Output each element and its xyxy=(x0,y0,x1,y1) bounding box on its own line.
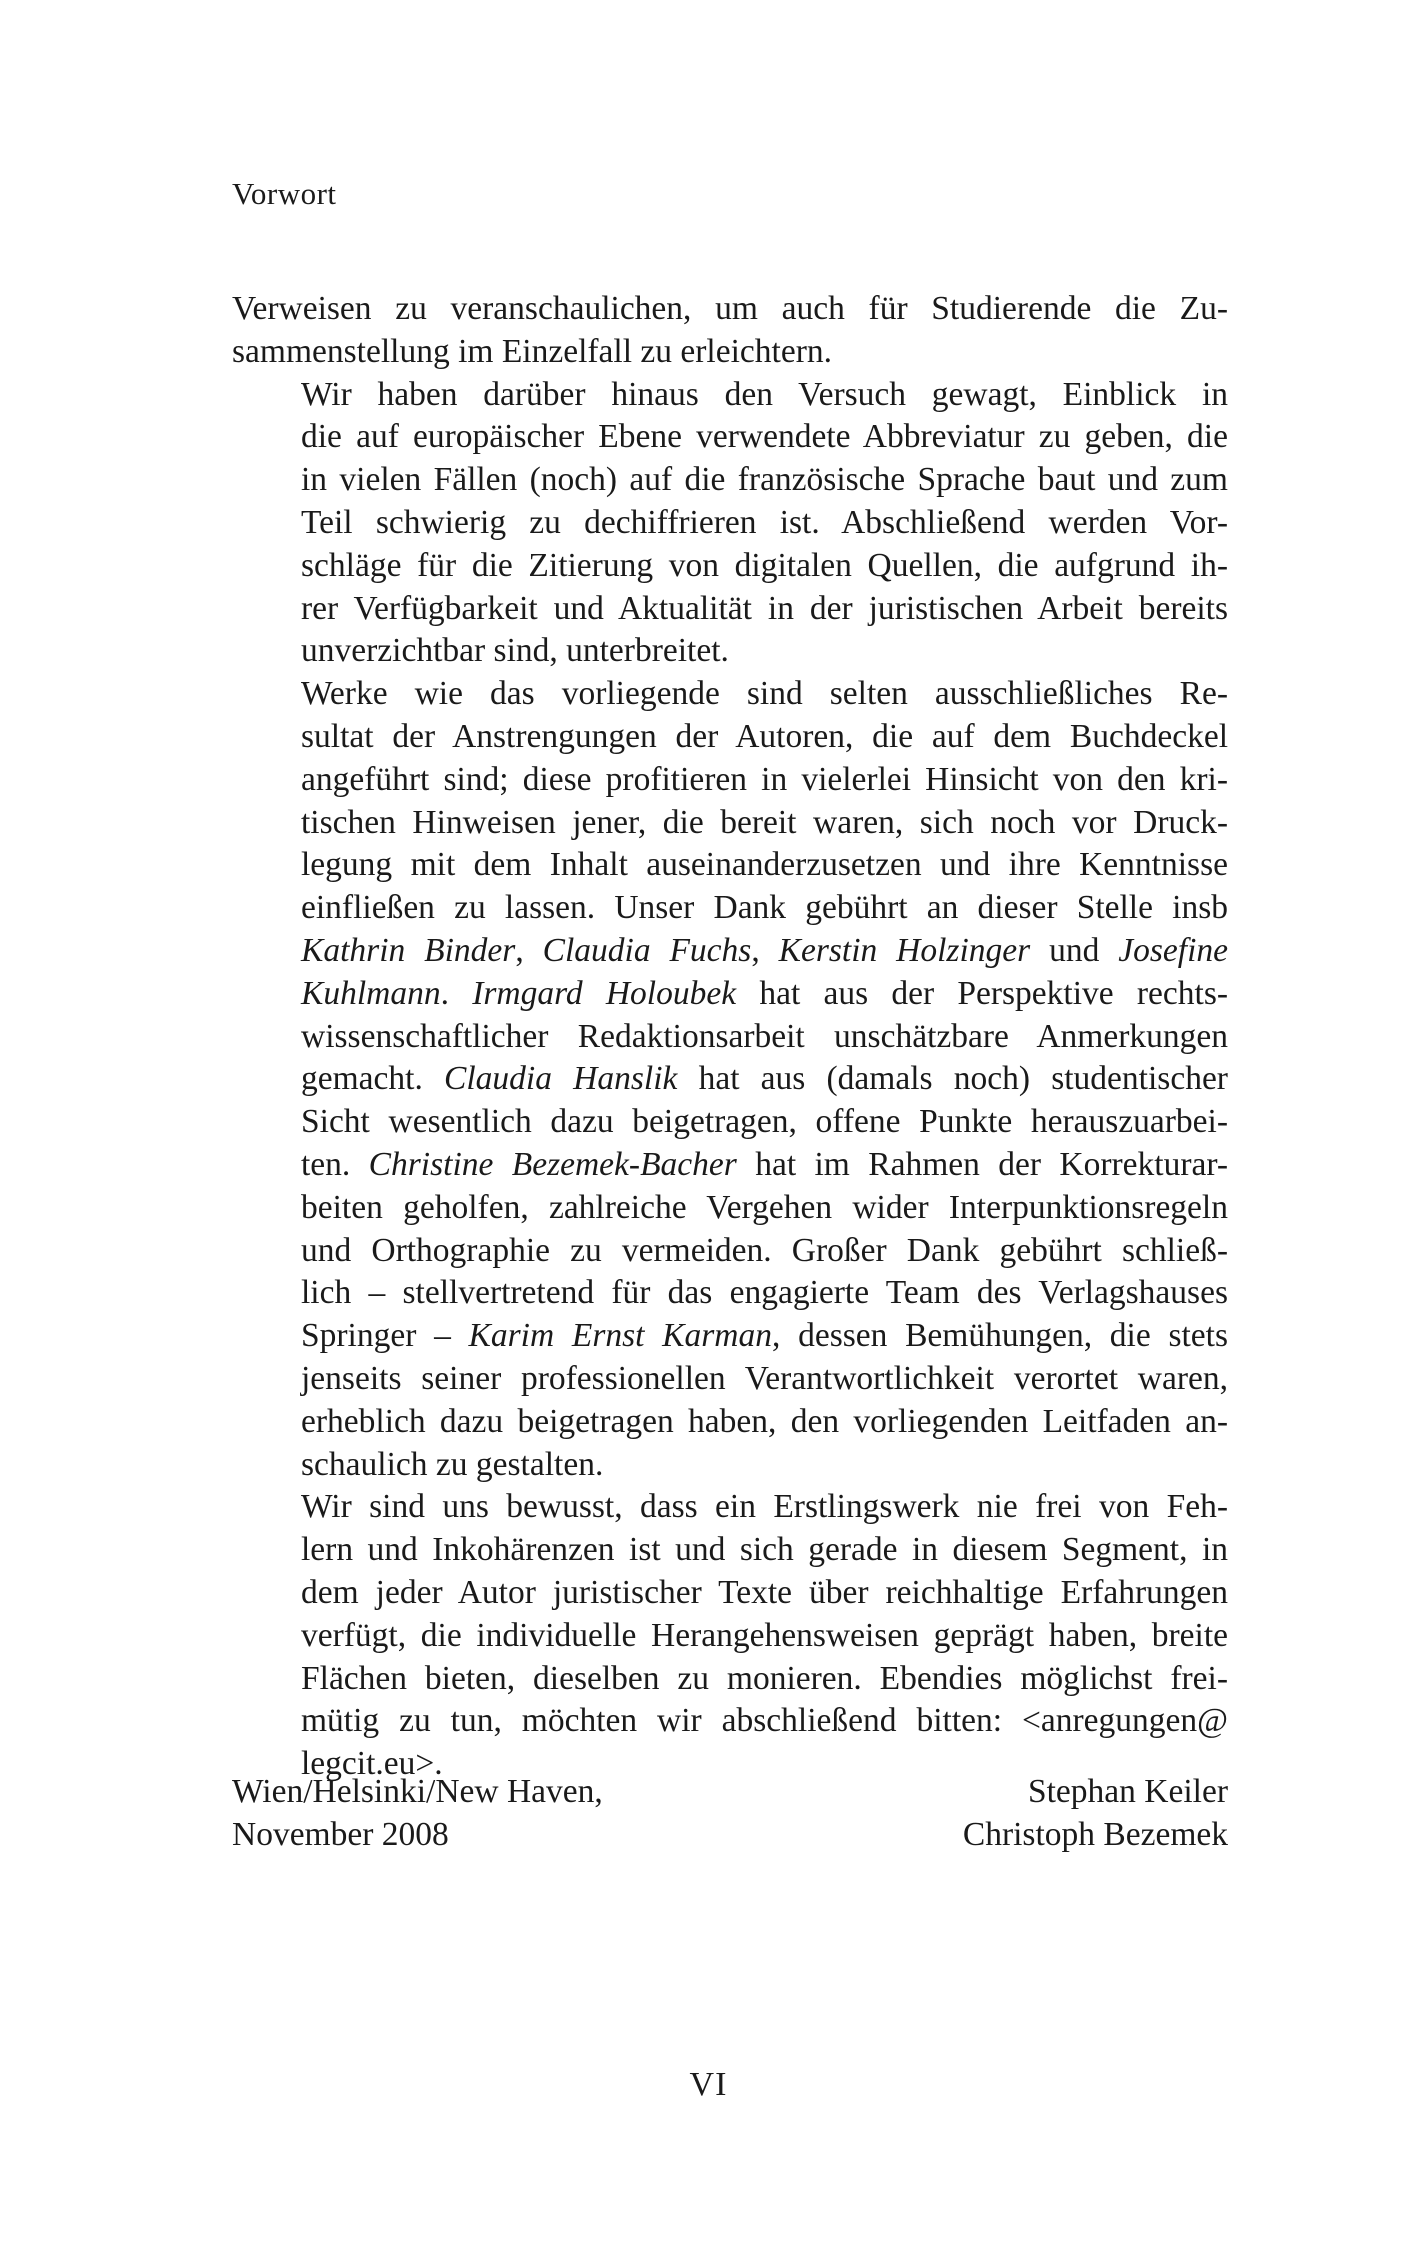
text-line: lern und Inkohärenzen ist und sich gerade in diesem Segment, in xyxy=(301,1531,1228,1569)
running-header: Vorwort xyxy=(232,176,337,211)
text-line: sammenstellung im Einzelfall zu erleichtern. xyxy=(232,332,832,370)
text-line: schaulich zu gestalten. xyxy=(301,1445,604,1483)
text-line: die auf europäischer Ebene verwendete Abbreviatur zu geben, die xyxy=(301,418,1228,456)
text-line: unverzichtbar sind, unterbreitet. xyxy=(301,632,729,670)
text-line: sultat der Anstrengungen der Autoren, die auf dem Buchdeckel xyxy=(301,717,1228,755)
page-number: VI xyxy=(689,2066,728,2103)
paragraph-4 xyxy=(232,1486,1228,1786)
authors xyxy=(963,1770,1228,1856)
person-name: Irmgard Holoubek xyxy=(472,974,737,1012)
text-line: jenseits seiner professionellen Verantwortlichkeit verortet waren, xyxy=(301,1359,1228,1397)
person-name: Christine Bezemek-Bacher xyxy=(368,1145,737,1183)
text-line: verfügt, die individuelle Herangehensweisen geprägt haben, breite xyxy=(301,1616,1228,1654)
paragraph-3 xyxy=(232,673,1228,1486)
person-name: Kuhlmann xyxy=(301,974,441,1012)
text-line: und Orthographie zu vermeiden. Großer Dank gebührt schließ- xyxy=(301,1231,1228,1269)
text-line: einfließen zu lassen. Unser Dank gebührt an dieser Stelle insb xyxy=(301,889,1228,927)
text-line: Sicht wesentlich dazu beigetragen, offene Punkte herauszuarbei- xyxy=(301,1103,1228,1141)
paragraph-2 xyxy=(232,374,1228,674)
text-line: legung mit dem Inhalt auseinanderzusetzen und ihre Kenntnisse xyxy=(301,846,1228,884)
person-name: Claudia Hanslik xyxy=(444,1060,678,1098)
text-line: erheblich dazu beigetragen haben, den vorliegenden Leitfaden an- xyxy=(301,1402,1228,1440)
person-name: Kerstin Holzinger xyxy=(778,931,1031,969)
text-line: schläge für die Zitierung von digitalen Quellen, die aufgrund ih- xyxy=(301,546,1228,584)
text-line: legcit.eu>. xyxy=(301,1745,443,1783)
text-line xyxy=(232,1315,1228,1358)
text-separator: , xyxy=(515,931,543,969)
text-line xyxy=(232,930,1228,973)
person-name: Josefine xyxy=(1118,931,1229,969)
author-name: Christoph Bezemek xyxy=(962,1816,1228,1853)
place-date xyxy=(232,1770,603,1856)
text-fragment: gemacht. xyxy=(301,1060,445,1098)
text-line: Wir haben darüber hinaus den Versuch gewagt, Einblick in xyxy=(301,375,1228,413)
text-fragment: ten. xyxy=(301,1145,369,1183)
text-line: Wir sind uns bewusst, dass ein Erstlingswerk nie frei von Feh- xyxy=(301,1488,1228,1526)
text-line: beiten geholfen, zahlreiche Vergehen wider Interpunktionsregeln xyxy=(301,1188,1228,1226)
person-name: Claudia Fuchs xyxy=(542,931,752,969)
text-line xyxy=(232,1144,1228,1187)
text-line xyxy=(232,973,1228,1016)
text-line: wissenschaftlicher Redaktionsarbeit unschätzbare Anmerkungen xyxy=(301,1017,1228,1055)
author-name: Stephan Keiler xyxy=(1027,1773,1228,1810)
text-line: Verweisen zu veranschaulichen, um auch für Studierende die Zu- xyxy=(232,290,1228,327)
paragraph-1 xyxy=(232,288,1228,374)
text-line: in vielen Fällen (noch) auf die französische Sprache baut und zum xyxy=(301,461,1228,499)
text-line: Flächen bieten, dieselben zu monieren. Ebendies möglichst frei- xyxy=(301,1659,1228,1697)
date: November 2008 xyxy=(232,1816,449,1853)
text-line: Werke wie das vorliegende sind selten ausschließliches Re- xyxy=(301,675,1228,713)
text-separator: und xyxy=(1030,931,1119,969)
text-line: tischen Hinweisen jener, die bereit waren, sich noch vor Druck- xyxy=(301,803,1228,841)
place: Wien/Helsinki/New Haven, xyxy=(232,1773,603,1810)
text-fragment: , dessen Bemühungen, die stets xyxy=(772,1317,1228,1355)
signature-block xyxy=(232,1770,1228,1856)
text-line: angeführt sind; diese profitieren in vielerlei Hinsicht von den kri- xyxy=(301,760,1228,798)
text-fragment: Springer – xyxy=(301,1317,469,1355)
text-line: lich – stellvertretend für das engagierte Team des Verlagshauses xyxy=(301,1274,1228,1312)
text-line: rer Verfügbarkeit und Aktualität in der juristischen Arbeit bereits xyxy=(301,589,1228,627)
preface-body xyxy=(232,288,1228,1786)
text-fragment: hat im Rahmen der Korrekturar- xyxy=(736,1145,1228,1183)
text-line: mütig zu tun, möchten wir abschließend bitten: <anregungen@ xyxy=(301,1702,1228,1740)
text-separator: . xyxy=(440,974,473,1012)
person-name: Karim Ernst Karman xyxy=(468,1317,772,1355)
text-fragment: hat aus (damals noch) studentischer xyxy=(677,1060,1228,1098)
text-line: dem jeder Autor juristischer Texte über reichhaltige Erfahrungen xyxy=(301,1573,1228,1611)
text-line: Teil schwierig zu dechiffrieren ist. Abschließend werden Vor- xyxy=(301,503,1228,541)
text-separator: , xyxy=(751,931,779,969)
text-line xyxy=(232,1058,1228,1101)
person-name: Kathrin Binder xyxy=(301,931,516,969)
text-fragment: hat aus der Perspektive rechts- xyxy=(736,974,1229,1012)
